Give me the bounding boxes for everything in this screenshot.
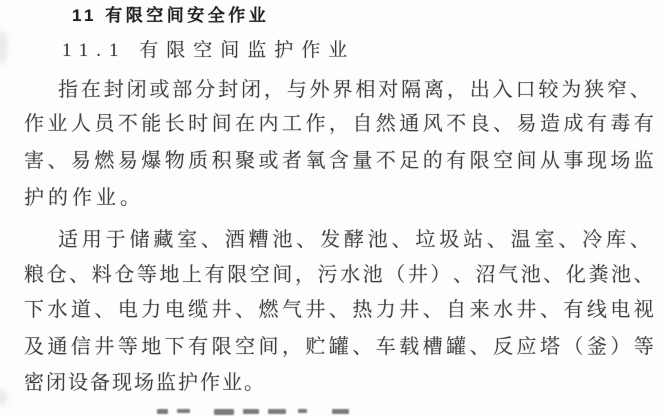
section-heading: 11 有限空间安全作业 bbox=[72, 6, 270, 25]
paragraph-line: 作 业 人 员 不 能 长 时 间 在 内 工 作 ， 自 然 通 风 不 良 、 易 造 成 有 毒 有 bbox=[24, 113, 654, 135]
paragraph-line: 指 在 封 闭 或 部 分 封 闭 ， 与 外 界 相 对 隔 离 ， 出 入 口 较 为 狭 窄 、 bbox=[58, 79, 650, 101]
paragraph-line: 下 水 道 、 电 力 电 缆 井 、 燃 气 井 、 热 力 井 、 自 来 水 井 、 有 线 电 视 bbox=[24, 299, 654, 321]
scan-smudge bbox=[0, 30, 7, 64]
paragraph-line: 护的作业。 bbox=[24, 187, 144, 209]
paragraph-line: 密闭设备现场监护作业。 bbox=[24, 372, 266, 394]
paragraph-line: 及 通 信 井 等 地 下 有 限 空 间 ， 贮 罐 、 车 载 槽 罐 、 反 应 塔 （ 釜 ） 等 bbox=[24, 336, 654, 358]
paragraph-line: 适 用 于 储 藏 室 、 酒 糟 池 、 发 酵 池 、 垃 圾 站 、 温 室 、 冷 库 、 bbox=[58, 229, 650, 251]
paragraph-line: 粮 仓 、 料 仓 等 地 上 有 限 空 间 ， 污 水 池 （ 井 ） 、 沼 气 池 、 化 粪 池 、 bbox=[24, 264, 654, 286]
cutoff-text-remnant bbox=[0, 408, 662, 416]
paragraph-line: 害 、 易 燃 易 爆 物 质 积 聚 或 者 氧 含 量 不 足 的 有 限 空 间 从 事 现 场 监 bbox=[24, 150, 654, 172]
scan-smudge bbox=[0, 390, 7, 406]
subsection-heading: 11.1 有限空间监护作业 bbox=[62, 40, 356, 61]
